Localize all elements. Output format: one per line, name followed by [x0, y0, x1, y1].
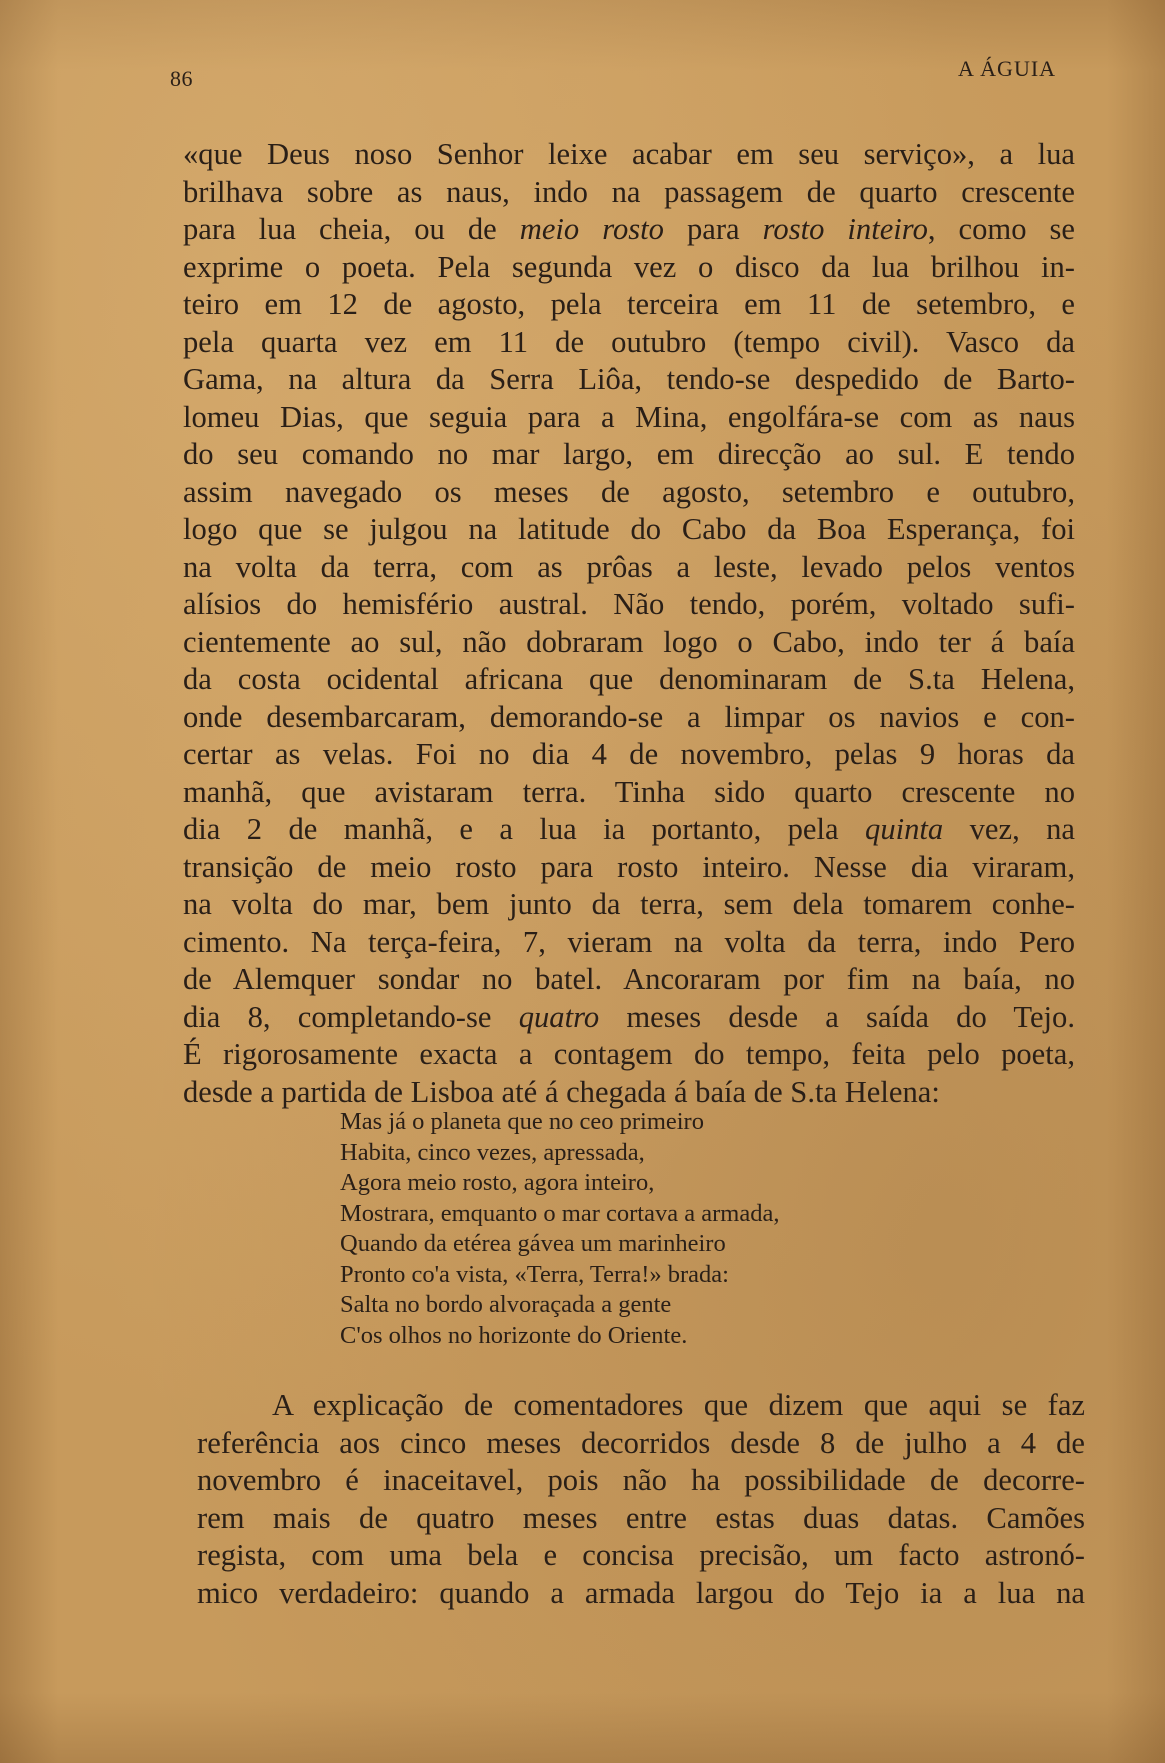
text-line: A explicação de comentadores que dizem que aqui se faz: [272, 1388, 1085, 1422]
running-title: A ÁGUIA: [958, 56, 1057, 81]
verse-line: Quando da etérea gávea um marinheiro: [340, 1230, 726, 1257]
paragraph-2: [197, 1387, 1085, 1612]
text-line: cimento. Na terça-feira, 7, vieram na volta da terra, indo Pero: [183, 924, 1075, 959]
text-line: exprime o poeta. Pela segunda vez o disco da lua brilhou in-: [183, 249, 1075, 284]
text-line: brilhava sobre as naus, indo na passagem de quarto crescente: [183, 174, 1075, 209]
text-line: logo que se julgou na latitude do Cabo da Boa Esperança, foi: [183, 512, 1075, 546]
text-line: assim navegado os meses de agosto, setembro e outubro,: [183, 474, 1075, 509]
text-line: manhã, que avistaram terra. Tinha sido quarto crescente no: [183, 774, 1075, 809]
verse-line: Pronto co'a vista, «Terra, Terra!» brada:: [340, 1260, 729, 1288]
verse-line: Salta no bordo alvoraçada a gente: [340, 1291, 672, 1318]
text-line: regista, com uma bela e concisa precisão, um facto astronó-: [197, 1538, 1085, 1572]
text-line: da costa ocidental africana que denominaram de S.ta Helena,: [183, 662, 1075, 696]
text-line: Gama, na altura da Serra Liôa, tendo-se despedido de Barto-: [183, 362, 1075, 396]
text-line: na volta do mar, bem junto da terra, sem dela tomarem conhe-: [183, 887, 1075, 921]
text-line: transição de meio rosto para rosto inteiro. Nesse dia viraram,: [183, 849, 1075, 884]
verse-line: Habita, cinco vezes, apressada,: [340, 1138, 645, 1166]
text-line: lomeu Dias, que seguia para a Mina, engolfára-se com as naus: [183, 399, 1075, 434]
text-line: de Alemquer sondar no batel. Ancoraram por fim na baía, no: [183, 962, 1075, 996]
text-line: novembro é inaceitavel, pois não ha possibilidade de decorre-: [197, 1463, 1085, 1497]
verse-line: Mas já o planeta que no ceo primeiro: [340, 1108, 704, 1135]
paragraph-1: [183, 136, 1075, 1111]
verse-line: Agora meio rosto, agora inteiro,: [340, 1169, 655, 1196]
text-line: É rigorosamente exacta a contagem do tempo, feita pelo poeta,: [183, 1037, 1075, 1071]
text-line: teiro em 12 de agosto, pela terceira em 11 de setembro, e: [183, 287, 1075, 321]
text-line: «que Deus noso Senhor leixe acabar em seu serviço», a lua: [183, 137, 1075, 171]
text-line: mico verdadeiro: quando a armada largou do Tejo ia a lua na: [197, 1575, 1085, 1610]
text-line: para lua cheia, ou de meio rosto para rosto inteiro, como se: [183, 212, 1075, 246]
verse-line: Mostrara, emquanto o mar cortava a armada,: [340, 1199, 780, 1227]
verse-line: C'os olhos no horizonte do Oriente.: [340, 1321, 688, 1349]
text-line: dia 2 de manhã, e a lua ia portanto, pela quinta vez, na: [183, 812, 1076, 846]
text-line: desde a partida de Lisboa até á chegada á baía de S.ta Helena:: [183, 1074, 940, 1109]
text-line: dia 8, completando-se quatro meses desde a saída do Tejo.: [183, 999, 1075, 1034]
text-line: cientemente ao sul, não dobraram logo o Cabo, indo ter á baía: [183, 624, 1075, 659]
text-line: alísios do hemisfério austral. Não tendo, porém, voltado sufi-: [183, 587, 1075, 621]
verse-quote: [340, 1107, 779, 1351]
page-number: 86: [170, 66, 193, 91]
text-line: referência aos cinco meses decorridos desde 8 de julho a 4 de: [197, 1425, 1085, 1460]
text-line: na volta da terra, com as prôas a leste, levado pelos ventos: [183, 549, 1075, 584]
text-line: do seu comando no mar largo, em direcção ao sul. E tendo: [183, 437, 1075, 471]
text-line: onde desembarcaram, demorando-se a limpar os navios e con-: [183, 699, 1075, 734]
text-line: pela quarta vez em 11 de outubro (tempo civil). Vasco da: [183, 324, 1075, 359]
text-line: rem mais de quatro meses entre estas duas datas. Camões: [197, 1500, 1085, 1535]
text-line: certar as velas. Foi no dia 4 de novembro, pelas 9 horas da: [183, 737, 1075, 771]
